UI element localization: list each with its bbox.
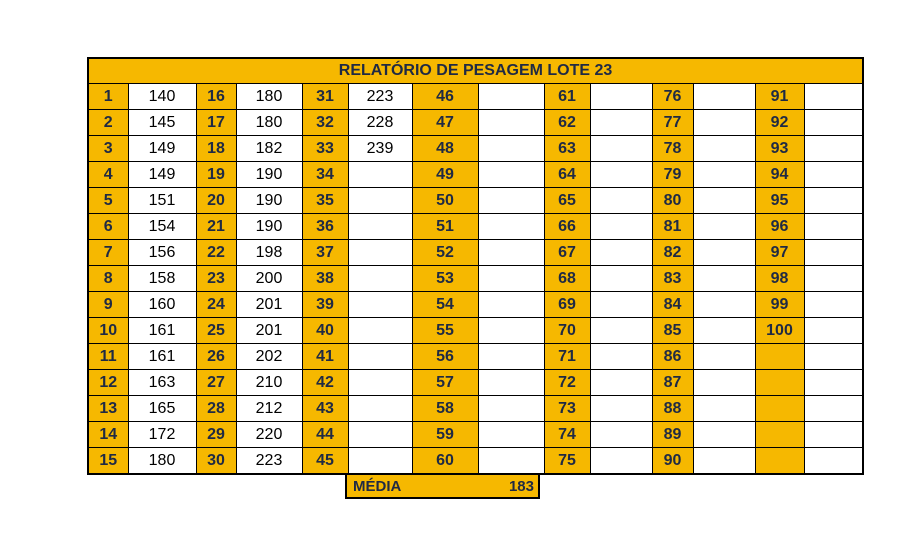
weight-cell [590,214,652,240]
table-row [88,214,863,240]
animal-number-cell: 13 [88,396,128,422]
animal-number-cell: 33 [302,136,348,162]
weight-cell [693,240,755,266]
weight-cell [478,136,544,162]
weight-cell: 180 [236,84,302,110]
weight-cell [693,448,755,475]
weight-cell: 172 [128,422,196,448]
animal-number-cell: 86 [652,344,693,370]
weight-cell [348,188,412,214]
weight-cell: 161 [128,344,196,370]
animal-number-cell: 4 [88,162,128,188]
animal-number-cell: 76 [652,84,693,110]
weight-cell: 201 [236,292,302,318]
table-row [88,422,863,448]
weight-cell: 156 [128,240,196,266]
weight-cell [590,266,652,292]
animal-number-cell [755,396,804,422]
animal-number-cell: 34 [302,162,348,188]
animal-number-cell: 38 [302,266,348,292]
animal-number-cell: 81 [652,214,693,240]
weight-cell [693,318,755,344]
animal-number-cell: 89 [652,422,693,448]
weight-cell [804,422,863,448]
animal-number-cell: 36 [302,214,348,240]
weight-cell [478,292,544,318]
weight-cell [348,318,412,344]
weight-cell [348,292,412,318]
weight-cell [693,214,755,240]
table-row [88,344,863,370]
animal-number-cell: 61 [544,84,590,110]
weight-cell [804,292,863,318]
animal-number-cell [755,448,804,475]
animal-number-cell: 95 [755,188,804,214]
table-row [88,266,863,292]
animal-number-cell: 68 [544,266,590,292]
table-row [88,396,863,422]
weight-cell [804,240,863,266]
animal-number-cell: 20 [196,188,236,214]
weight-cell [590,448,652,475]
weight-cell: 239 [348,136,412,162]
animal-number-cell [755,422,804,448]
weight-cell: 228 [348,110,412,136]
animal-number-cell: 100 [755,318,804,344]
animal-number-cell: 32 [302,110,348,136]
weight-cell [693,344,755,370]
animal-number-cell: 30 [196,448,236,475]
weight-cell: 182 [236,136,302,162]
weight-cell: 158 [128,266,196,292]
animal-number-cell: 82 [652,240,693,266]
table-row [88,240,863,266]
weight-cell [348,240,412,266]
animal-number-cell: 39 [302,292,348,318]
weight-cell [590,344,652,370]
animal-number-cell: 74 [544,422,590,448]
animal-number-cell [755,370,804,396]
animal-number-cell: 79 [652,162,693,188]
animal-number-cell: 94 [755,162,804,188]
weight-cell [804,136,863,162]
animal-number-cell: 15 [88,448,128,475]
animal-number-cell: 21 [196,214,236,240]
animal-number-cell: 6 [88,214,128,240]
animal-number-cell: 8 [88,266,128,292]
animal-number-cell: 58 [412,396,478,422]
weight-cell: 212 [236,396,302,422]
weight-cell [478,266,544,292]
weight-cell [478,110,544,136]
average-label: MÉDIA [353,477,402,495]
animal-number-cell: 54 [412,292,478,318]
animal-number-cell: 59 [412,422,478,448]
animal-number-cell: 26 [196,344,236,370]
weight-cell [348,162,412,188]
weight-cell [478,396,544,422]
weight-cell [590,396,652,422]
weight-cell: 140 [128,84,196,110]
weight-cell [693,136,755,162]
animal-number-cell: 9 [88,292,128,318]
table-row [88,84,863,110]
table-row [88,110,863,136]
animal-number-cell: 18 [196,136,236,162]
animal-number-cell: 48 [412,136,478,162]
animal-number-cell: 49 [412,162,478,188]
weight-cell: 201 [236,318,302,344]
animal-number-cell: 45 [302,448,348,475]
weight-cell: 190 [236,188,302,214]
animal-number-cell: 67 [544,240,590,266]
animal-number-cell: 57 [412,370,478,396]
weight-cell [693,266,755,292]
weight-cell [804,84,863,110]
animal-number-cell: 24 [196,292,236,318]
animal-number-cell: 84 [652,292,693,318]
animal-number-cell: 27 [196,370,236,396]
weight-cell [590,240,652,266]
animal-number-cell: 78 [652,136,693,162]
weight-cell [590,84,652,110]
animal-number-cell: 22 [196,240,236,266]
weight-cell [693,422,755,448]
animal-number-cell: 97 [755,240,804,266]
weight-cell [693,162,755,188]
animal-number-cell: 19 [196,162,236,188]
animal-number-cell: 1 [88,84,128,110]
weight-cell [348,266,412,292]
weight-cell: 180 [236,110,302,136]
weight-cell: 198 [236,240,302,266]
animal-number-cell: 60 [412,448,478,475]
weight-cell [804,344,863,370]
animal-number-cell: 23 [196,266,236,292]
weight-cell: 180 [128,448,196,475]
weight-cell: 223 [236,448,302,475]
table-row [88,318,863,344]
weight-cell [693,292,755,318]
animal-number-cell: 42 [302,370,348,396]
weight-cell [693,370,755,396]
animal-number-cell: 7 [88,240,128,266]
weight-cell: 149 [128,136,196,162]
weight-cell [478,422,544,448]
table-row [88,136,863,162]
animal-number-cell: 80 [652,188,693,214]
animal-number-cell: 40 [302,318,348,344]
animal-number-cell: 5 [88,188,128,214]
weight-cell [590,292,652,318]
weight-cell [804,370,863,396]
animal-number-cell: 37 [302,240,348,266]
weight-cell: 165 [128,396,196,422]
weight-cell: 190 [236,162,302,188]
weight-cell: 210 [236,370,302,396]
weight-cell: 202 [236,344,302,370]
animal-number-cell: 83 [652,266,693,292]
average-value: 183 [508,477,534,495]
weight-cell [590,188,652,214]
table-row [88,188,863,214]
weight-cell [478,370,544,396]
animal-number-cell: 87 [652,370,693,396]
table-row [88,370,863,396]
animal-number-cell: 92 [755,110,804,136]
animal-number-cell: 50 [412,188,478,214]
table-row [88,162,863,188]
animal-number-cell: 31 [302,84,348,110]
weight-cell [348,396,412,422]
average-cell [345,473,540,499]
animal-number-cell: 12 [88,370,128,396]
weight-cell: 163 [128,370,196,396]
weight-cell: 161 [128,318,196,344]
animal-number-cell: 71 [544,344,590,370]
weight-cell: 220 [236,422,302,448]
weight-cell [478,162,544,188]
animal-number-cell: 85 [652,318,693,344]
weight-cell [590,110,652,136]
animal-number-cell: 75 [544,448,590,475]
animal-number-cell: 51 [412,214,478,240]
animal-number-cell: 99 [755,292,804,318]
report-title: RELATÓRIO DE PESAGEM LOTE 23 [88,58,863,84]
weight-cell: 223 [348,84,412,110]
weight-cell [478,188,544,214]
weight-cell [804,318,863,344]
animal-number-cell: 14 [88,422,128,448]
animal-number-cell: 3 [88,136,128,162]
weight-cell [590,318,652,344]
animal-number-cell: 70 [544,318,590,344]
animal-number-cell: 35 [302,188,348,214]
animal-number-cell: 46 [412,84,478,110]
weight-cell: 149 [128,162,196,188]
weight-cell: 151 [128,188,196,214]
weight-cell [804,448,863,475]
animal-number-cell [755,344,804,370]
weight-cell: 200 [236,266,302,292]
animal-number-cell: 55 [412,318,478,344]
animal-number-cell: 53 [412,266,478,292]
animal-number-cell: 96 [755,214,804,240]
weight-cell [478,344,544,370]
weight-cell: 154 [128,214,196,240]
weight-cell [478,318,544,344]
weight-cell [693,84,755,110]
animal-number-cell: 88 [652,396,693,422]
animal-number-cell: 41 [302,344,348,370]
animal-number-cell: 65 [544,188,590,214]
weight-cell [590,136,652,162]
animal-number-cell: 56 [412,344,478,370]
animal-number-cell: 69 [544,292,590,318]
weight-cell [478,84,544,110]
weight-cell [804,266,863,292]
weight-cell: 160 [128,292,196,318]
animal-number-cell: 25 [196,318,236,344]
animal-number-cell: 91 [755,84,804,110]
weight-cell [693,396,755,422]
weight-cell [478,448,544,475]
animal-number-cell: 63 [544,136,590,162]
weight-cell [590,422,652,448]
animal-number-cell: 11 [88,344,128,370]
weight-cell [804,162,863,188]
animal-number-cell: 47 [412,110,478,136]
table-row [88,448,863,475]
animal-number-cell: 10 [88,318,128,344]
animal-number-cell: 43 [302,396,348,422]
animal-number-cell: 28 [196,396,236,422]
weight-cell [348,448,412,475]
weight-cell [804,110,863,136]
animal-number-cell: 66 [544,214,590,240]
weight-cell [804,396,863,422]
animal-number-cell: 77 [652,110,693,136]
animal-number-cell: 29 [196,422,236,448]
animal-number-cell: 98 [755,266,804,292]
weight-cell [348,370,412,396]
weight-cell: 145 [128,110,196,136]
weight-cell [590,162,652,188]
animal-number-cell: 64 [544,162,590,188]
weight-cell [478,240,544,266]
animal-number-cell: 16 [196,84,236,110]
weight-cell [478,214,544,240]
weighing-report-table [87,57,864,475]
weight-cell: 190 [236,214,302,240]
animal-number-cell: 73 [544,396,590,422]
animal-number-cell: 44 [302,422,348,448]
weight-cell [804,214,863,240]
animal-number-cell: 90 [652,448,693,475]
animal-number-cell: 2 [88,110,128,136]
animal-number-cell: 62 [544,110,590,136]
weight-cell [693,110,755,136]
weight-cell [590,370,652,396]
weight-cell [348,214,412,240]
weight-cell [693,188,755,214]
animal-number-cell: 17 [196,110,236,136]
animal-number-cell: 72 [544,370,590,396]
animal-number-cell: 93 [755,136,804,162]
weight-cell [804,188,863,214]
animal-number-cell: 52 [412,240,478,266]
table-row [88,292,863,318]
weight-cell [348,344,412,370]
weight-cell [348,422,412,448]
